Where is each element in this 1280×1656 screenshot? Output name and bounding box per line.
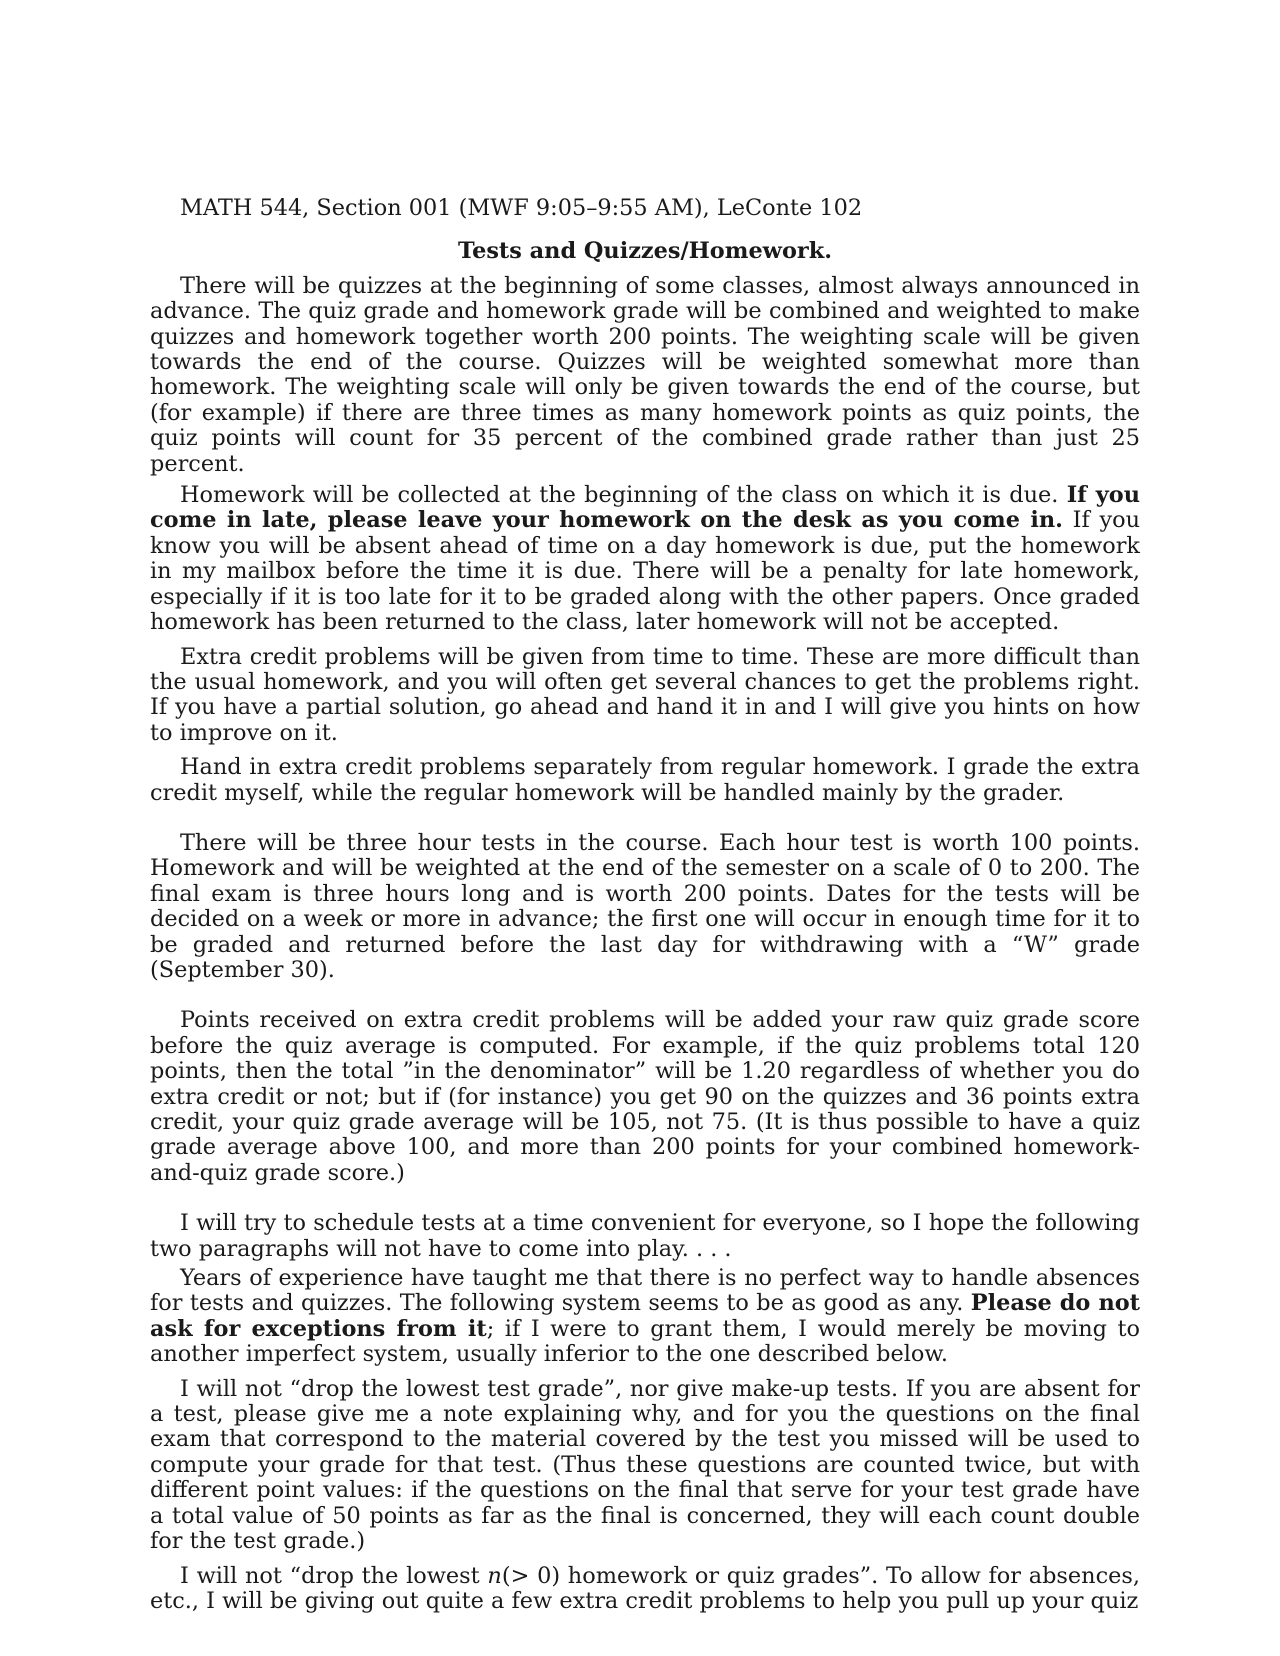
paragraph-extra-credit-points: Points received on extra credit problems will be added your raw quiz grade score before the quiz average is computed. For example, if the quiz problems total 120 points, then the total ”in the denominator” will be 1.20 regardless of whether you do extra credit or not; but if (for instance) you get 90 on the quizzes and 36 points extra credit, your quiz grade average will be 105, not 75. (It is thus possible to have a quiz grade average above 100, and more than 200 points for your combined homework-and-quiz grade score.) <box>150 1007 1140 1186</box>
paragraph-homework <box>150 483 1140 635</box>
math-variable-n: n <box>487 1562 502 1589</box>
section-title: Tests and Quizzes/Homework. <box>457 238 832 265</box>
paragraph-homework-text-2: If you know you will be absent ahead of time on a day homework is due, put the homework in my mailbox before the time it is due. There will be a penalty for late homework, especially if it is too late for it to be graded along with the other papers. Once graded homework has been returned to the class, later homework will not be accepted. <box>150 507 1140 636</box>
no-exceptions-notice: Please do not ask for exceptions from it <box>150 1290 1140 1342</box>
paragraph-quizzes: There will be quizzes at the beginning of some classes, almost always announced in advance. The quiz grade and homework grade will be combined and weighted to make quizzes and homework together worth 200 points. The weighting scale will be given towards the end of the course. Quizzes will be weighted somewhat more than homework. The weighting scale will only be given towards the end of the course, but (for example) if there are three times as many homework points as quiz points, the quiz points will count for 35 percent of the combined grade rather than just 25 percent. <box>150 272 1140 477</box>
paragraph-no-makeup-tests: I will not “drop the lowest test grade”, nor give make-up tests. If you are absent for a test, please give me a note explaining why, and for you the questions on the final exam that correspond to the material covered by the test you missed will be used to compute your grade for that test. (Thus these questions are counted twice, but with different point values: if the questions on the final that serve for your test grade have a total value of 50 points as far as the final is concerned, they will each count double for the test grade.) <box>150 1375 1140 1555</box>
course-header: MATH 544, Section 001 (MWF 9:05–9:55 AM), LeConte 102 <box>180 195 863 221</box>
paragraph-absences <box>150 1266 1140 1368</box>
document-page <box>150 196 1140 1614</box>
paragraph-hand-in-extra-credit: Hand in extra credit problems separately from regular homework. I grade the extra credit myself, while the regular homework will be handled mainly by the grader. <box>150 754 1140 806</box>
late-homework-notice: If you come in late, please leave your homework on the desk as you come in. <box>150 482 1140 534</box>
paragraph-no-drop-text-1: I will not “drop the lowest <box>180 1562 488 1589</box>
paragraph-no-drop-text-2: homework or quiz grades”. To allow for absences, etc., I will be giving out quite a few extra credit problems to help you pull up your quiz <box>150 1562 1140 1614</box>
math-condition: (> 0) <box>501 1562 561 1589</box>
paragraph-absences-text-1: Years of experience have taught me that there is no perfect way to handle absences for tests and quizzes. The following system seems to be as good as any. <box>150 1265 1140 1317</box>
paragraph-absences-text-2: ; if I were to grant them, I would merely be moving to another imperfect system, usually inferior to the one described below. <box>150 1315 1141 1368</box>
paragraph-homework-text-1: Homework will be collected at the beginning of the class on which it is due. <box>180 482 1067 509</box>
paragraph-hour-tests: There will be three hour tests in the course. Each hour test is worth 100 points. Homework and will be weighted at the end of the semester on a scale of 0 to 200. The final exam is three hours long and is worth 200 points. Dates for the tests will be decided on a week or more in advance; the first one will occur in enough time for it to be graded and returned before the last day for withdrawing with a “W” grade (September 30). <box>150 829 1140 983</box>
paragraph-no-drop-grades <box>150 1564 1140 1615</box>
paragraph-extra-credit: Extra credit problems will be given from time to time. These are more difficult than the usual homework, and you will often get several chances to get the problems right. If you have a partial solution, go ahead and hand it in and I will give you hints on how to improve on it. <box>150 643 1140 746</box>
paragraph-schedule-tests: I will try to schedule tests at a time convenient for everyone, so I hope the following two paragraphs will not have to come into play. . . . <box>150 1210 1140 1262</box>
